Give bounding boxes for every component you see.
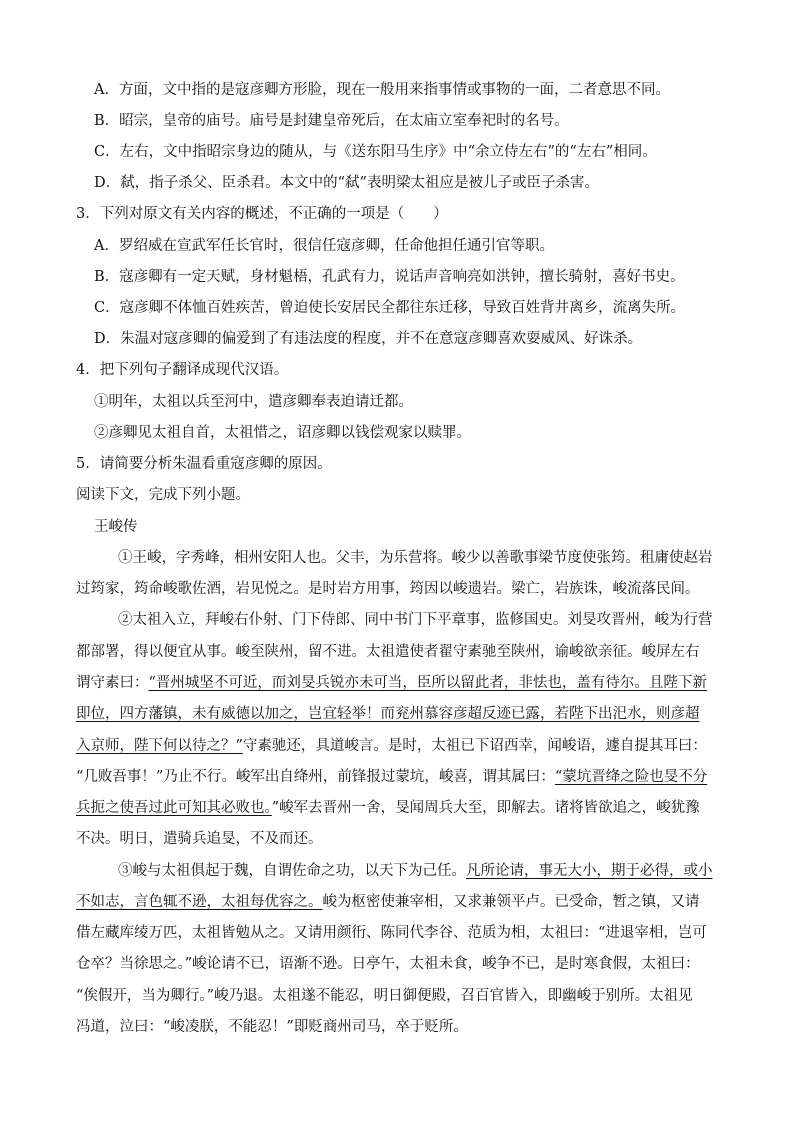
p3-line-5: “俟假开，当为卿行。”峻乃退。太祖遂不能忍，明日御便殿，召百官皆入，即幽峻于别所。太祖见 [76, 988, 693, 1004]
q3-option-c: C．寇彦卿不体恤百姓疾苦，曾迫使长安居民全都往东迁移，导致百姓背井离乡，流离失所。 [94, 300, 686, 316]
passage-title: 王峻传 [94, 519, 138, 535]
p1-line-2: 过筠家，筠命峻歌佐酒，岩见悦之。是时岩方用事，筠因以峻遗岩。梁亡，岩族诛，峻流落民间。 [76, 581, 700, 597]
p2-text: ”峻军去晋州一舍，旻闻周兵大至，即解去。诸将皆欲追之，峻犹豫 [271, 800, 700, 816]
q3-option-b: B．寇彦卿有一定天赋，身材魁梧，孔武有力，说话声音响亮如洪钟，擅长骑射，喜好书史。 [94, 269, 685, 285]
q4-stem: 4．把下列句子翻译成现代汉语。 [76, 362, 289, 378]
q4-sentence-1: ①明年，太祖以兵至河中，遣彦卿奉表迫请迁都。 [94, 394, 413, 410]
translation-underline-2: 且陛下新 [648, 675, 707, 691]
q2-option-d: D．弑，指子杀父、臣杀君。本文中的“弑”表明梁太祖应是被儿子或臣子杀害。 [94, 175, 599, 191]
p3-text: 峻为枢密使兼宰相，又求兼领平卢。已受命，暂之镇，又请 [322, 894, 700, 910]
p1-line-1: ①王峻，字秀峰，相州安阳人也。父丰，为乐营将。峻少以善歌事梁节度使张筠。租庸使赵岩 [118, 550, 713, 566]
p2-line-3-4 [0, 673, 794, 693]
p3-line-6: 冯道，泣曰：“峻凌朕，不能忍！”即贬商州司马，卒于贬所。 [76, 1019, 468, 1035]
p3-line-1 [0, 861, 794, 881]
p2-line-9: 不决。明日，遣骑兵追旻，不及而还。 [76, 831, 323, 847]
translation-underline-1: “晋州城坚不可近，而刘旻兵锐亦未可当，臣所以留此者，非怯也，盖有待尔。 [148, 675, 649, 691]
punctuation-underline: “蒙坑晋绛之险也旻不分 [554, 769, 708, 785]
q5-stem: 5．请简要分析朱温看重寇彦卿的原因。 [76, 456, 332, 472]
p2-text: 守素驰还，具道峻言。是时，太祖已下诏西幸，闻峻语，遽自提其耳曰： [242, 738, 707, 754]
p3-text: ③峻与太祖俱起于魏，自谓佐命之功，以天下为己任。 [118, 863, 466, 879]
p2-line-1: ②太祖入立，拜峻右仆射、门下侍郎、同中书门下平章事，监修国史。刘旻攻晋州，峻为行营 [118, 612, 713, 628]
p2-line-2: 都部署，得以便宜从事。峻至陕州，留不进。太祖遣使者翟守素驰至陕州，谕峻欲亲征。峻屏左右 [76, 644, 700, 660]
p3-line-2 [0, 892, 794, 912]
p2-text: “几败吾事！”乃止不行。峻军出自绛州，前锋报过蒙坑，峻喜，谓其属曰： [76, 769, 555, 785]
p3-line-4: 仓卒？当徐思之。”峻论请不已，语渐不逊。日亭午，太祖未食，峻争不已，是时寒食假，太祖曰： [76, 956, 700, 972]
p2-text: 谓守素曰： [76, 675, 149, 691]
q2-option-b: B．昭宗，皇帝的庙号。庙号是封建皇帝死后，在太庙立室奉祀时的名号。 [94, 113, 569, 129]
p2-line-8 [0, 798, 794, 818]
punctuation-underline-b: 兵扼之使吾过此可知其必败也。 [76, 800, 272, 816]
reading-intro: 阅读下文，完成下列小题。 [76, 487, 250, 503]
q4-sentence-2: ②彦卿见太祖自首，太祖惜之，诏彦卿以钱偿观家以赎罪。 [94, 425, 471, 441]
q3-option-d: D．朱温对寇彦卿的偏爱到了有违法度的程度，并不在意寇彦卿喜欢耍威风、好诛杀。 [94, 331, 643, 347]
translation-underline-2c: 入京师，陛下何以待之？” [76, 738, 243, 754]
q3-stem: 3．下列对原文有关内容的概述，不正确的一项是（ ） [76, 206, 448, 222]
translation-underline-3: 凡所论请，事无大小，期于必得，或小 [466, 863, 713, 879]
q3-option-a: A．罗绍威在宣武军任长官时，很信任寇彦卿，任命他担任通引官等职。 [94, 238, 554, 254]
p2-line-5 [0, 704, 794, 724]
q2-option-c: C．左右，文中指昭宗身边的随从，与《送东阳马生序》中“余立侍左右”的“左右”相同。 [94, 144, 657, 160]
q2-option-a: A．方面，文中指的是寇彦卿方形脸，现在一般用来指事情或事物的一面，二者意思不同。 [94, 82, 670, 98]
translation-underline-3b: 不如志，言色辄不逊，太祖每优容之。 [76, 894, 323, 910]
translation-underline-2b: 即位，四方藩镇，未有威德以加之，岂宜轻举！而兖州慕容彦超反迹已露，若陛下出汜水，则彦超 [76, 706, 700, 722]
p2-line-7 [0, 767, 794, 787]
p2-line-6 [0, 736, 794, 756]
p3-line-3: 借左藏库绫万匹，太祖皆勉从之。又请用颜衎、陈同代李谷、范质为相，太祖曰：“进退宰相，岂可 [76, 925, 707, 941]
